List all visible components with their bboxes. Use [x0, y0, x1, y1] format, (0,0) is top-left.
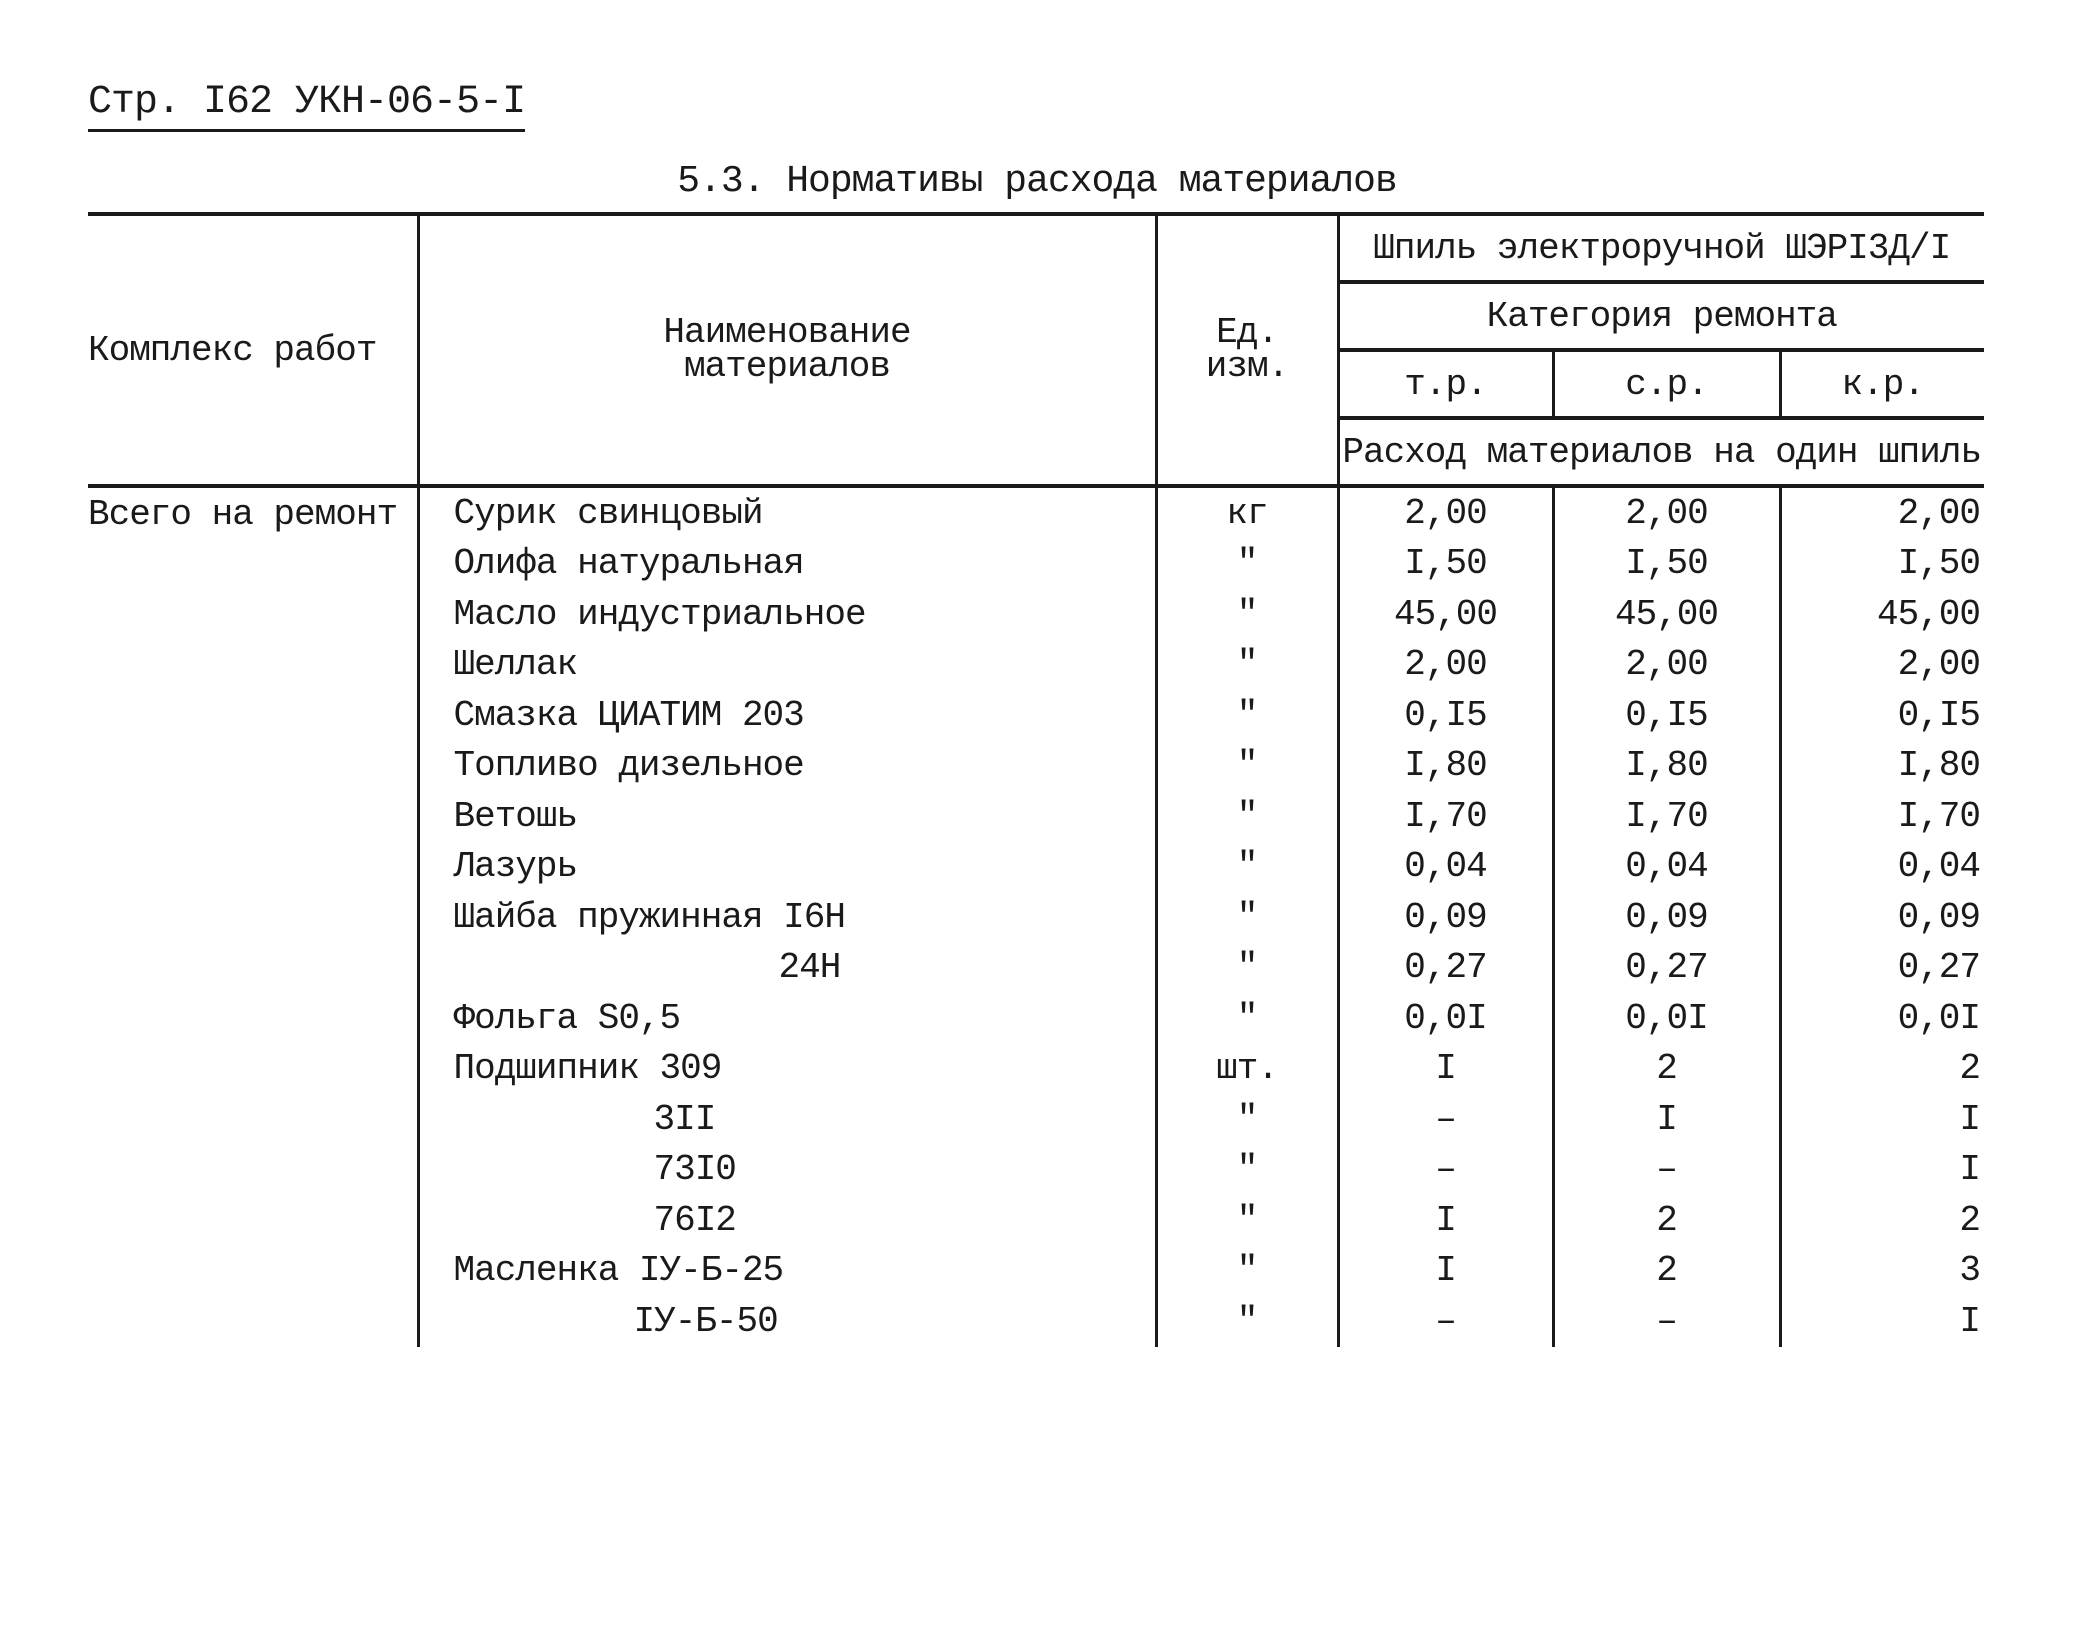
value-tr: I: [1338, 1195, 1553, 1246]
material-unit: ": [1156, 1094, 1338, 1145]
material-unit: кг: [1156, 486, 1338, 539]
value-kr: 2: [1959, 1199, 1981, 1241]
material-unit: ": [1156, 690, 1338, 741]
material-name: [418, 1195, 1156, 1246]
value-kr: I,50: [1897, 543, 1981, 585]
value-kr: 45,00: [1876, 593, 1981, 635]
value-tr: 0,I5: [1338, 690, 1553, 741]
material-name: Ветошь: [418, 791, 1156, 842]
value-tr: I: [1338, 1044, 1553, 1095]
material-unit: ": [1156, 943, 1338, 994]
header-tr: т.р.: [1338, 350, 1553, 418]
value-sr: 0,0I: [1553, 993, 1780, 1044]
materials-table-container: [88, 212, 1984, 1347]
value-sr: 2,00: [1553, 486, 1780, 539]
value-kr: 0,I5: [1897, 694, 1981, 736]
material-subname: 76I2: [653, 1199, 736, 1241]
value-tr: 2,00: [1338, 486, 1553, 539]
material-unit: ": [1156, 1195, 1338, 1246]
material-unit: ": [1156, 791, 1338, 842]
table-row: [88, 486, 1984, 539]
value-kr: 3: [1959, 1250, 1981, 1292]
material-name: Масло индустриальное: [418, 589, 1156, 640]
material-name: Подшипник 309: [418, 1044, 1156, 1095]
material-unit: ": [1156, 892, 1338, 943]
material-unit: шт.: [1156, 1044, 1338, 1095]
value-kr: I: [1959, 1149, 1981, 1191]
value-kr: I: [1959, 1098, 1981, 1140]
value-tr: I,80: [1338, 741, 1553, 792]
value-tr: 2,00: [1338, 640, 1553, 691]
header-consumption: Расход материалов на один шпиль: [1338, 418, 1984, 486]
material-name: [418, 1296, 1156, 1347]
value-sr: 2,00: [1553, 640, 1780, 691]
value-sr: –: [1553, 1145, 1780, 1196]
value-tr: 45,00: [1338, 589, 1553, 640]
material-subname: 73I0: [653, 1149, 736, 1191]
material-unit: ": [1156, 1296, 1338, 1347]
value-tr: –: [1338, 1094, 1553, 1145]
value-tr: –: [1338, 1296, 1553, 1347]
material-name: [418, 1145, 1156, 1196]
material-unit: ": [1156, 842, 1338, 893]
value-sr: I,80: [1553, 741, 1780, 792]
value-kr: 2,00: [1897, 644, 1981, 686]
header-sr: с.р.: [1553, 350, 1780, 418]
table-body: [88, 486, 1984, 1347]
material-subname: IУ-Б-50: [633, 1300, 778, 1342]
value-sr: 2: [1553, 1246, 1780, 1297]
material-unit: ": [1156, 993, 1338, 1044]
material-name: Олифа натуральная: [418, 539, 1156, 590]
value-tr: –: [1338, 1145, 1553, 1196]
material-unit: ": [1156, 1246, 1338, 1297]
value-sr: I,50: [1553, 539, 1780, 590]
material-name: Фольга S0,5: [418, 993, 1156, 1044]
material-unit: ": [1156, 1145, 1338, 1196]
header-repair-category: Категория ремонта: [1338, 282, 1984, 350]
value-kr: 0,27: [1897, 947, 1981, 989]
material-name: Лазурь: [418, 842, 1156, 893]
material-unit: ": [1156, 539, 1338, 590]
material-name: [418, 1094, 1156, 1145]
header-kr: к.р.: [1780, 350, 1984, 418]
value-tr: 0,0I: [1338, 993, 1553, 1044]
header-complex: Комплекс работ: [88, 214, 418, 486]
material-subname: 24Н: [778, 947, 841, 989]
materials-norms-table: [88, 212, 1984, 1347]
value-sr: 0,I5: [1553, 690, 1780, 741]
value-sr: 2: [1553, 1195, 1780, 1246]
header-material-name: [418, 214, 1156, 486]
material-name: [418, 943, 1156, 994]
value-sr: 45,00: [1553, 589, 1780, 640]
value-kr: I,70: [1897, 795, 1981, 837]
material-name: Сурик свинцовый: [418, 486, 1156, 539]
value-kr: 2: [1959, 1048, 1981, 1090]
header-material-name-line1: Наименование: [663, 312, 911, 353]
value-tr: 0,04: [1338, 842, 1553, 893]
value-kr: 0,09: [1897, 896, 1981, 938]
value-tr: 0,09: [1338, 892, 1553, 943]
table-header: [88, 214, 1984, 486]
value-kr: I: [1959, 1300, 1981, 1342]
header-material-name-line2: материалов: [683, 346, 891, 387]
value-tr: 0,27: [1338, 943, 1553, 994]
value-sr: I: [1553, 1094, 1780, 1145]
material-unit: ": [1156, 640, 1338, 691]
material-unit: ": [1156, 589, 1338, 640]
value-tr: I,50: [1338, 539, 1553, 590]
value-sr: 0,09: [1553, 892, 1780, 943]
value-tr: I,70: [1338, 791, 1553, 842]
header-unit-line2: изм.: [1205, 346, 1289, 387]
complex-cell: Всего на ремонт: [88, 486, 418, 1347]
material-unit: ": [1156, 741, 1338, 792]
value-sr: I,70: [1553, 791, 1780, 842]
value-tr: I: [1338, 1246, 1553, 1297]
value-sr: –: [1553, 1296, 1780, 1347]
value-sr: 0,04: [1553, 842, 1780, 893]
page-reference: Стр. I62 УКН-06-5-I: [88, 80, 525, 132]
material-name: Топливо дизельное: [418, 741, 1156, 792]
material-name: Шайба пружинная I6Н: [418, 892, 1156, 943]
header-tool: Шпиль электроручной ШЭРI3Д/I: [1338, 214, 1984, 282]
value-kr: 0,0I: [1897, 997, 1981, 1039]
value-kr: 2,00: [1897, 492, 1981, 534]
value-kr: 0,04: [1897, 846, 1981, 888]
material-subname: 3II: [653, 1098, 716, 1140]
value-sr: 2: [1553, 1044, 1780, 1095]
material-name: Масленка IУ-Б-25: [418, 1246, 1156, 1297]
material-name: Смазка ЦИАТИМ 203: [418, 690, 1156, 741]
header-unit-line1: Ед.: [1216, 312, 1278, 353]
header-unit: [1156, 214, 1338, 486]
value-sr: 0,27: [1553, 943, 1780, 994]
material-name: Шеллак: [418, 640, 1156, 691]
section-title: 5.3. Нормативы расхода материалов: [677, 160, 1397, 203]
value-kr: I,80: [1897, 745, 1981, 787]
